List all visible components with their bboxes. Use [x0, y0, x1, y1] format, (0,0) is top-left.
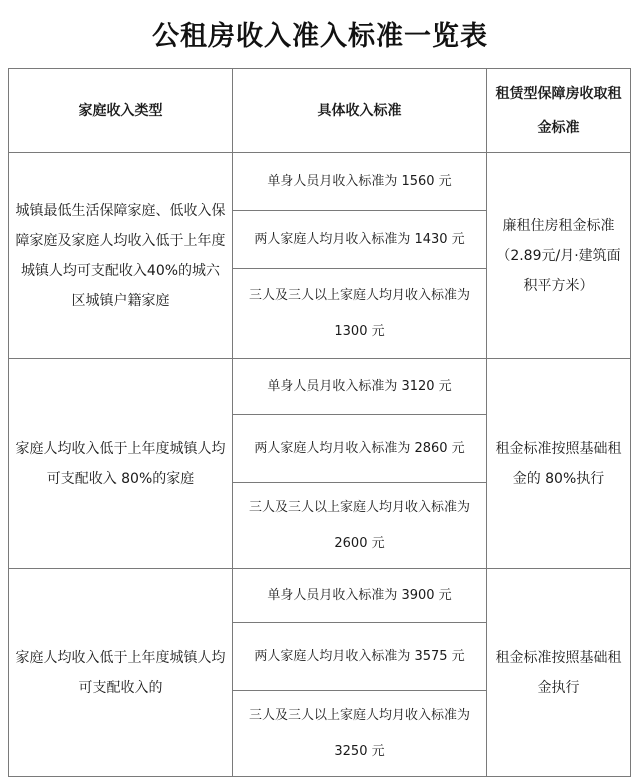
income-type-cell: 家庭人均收入低于上年度城镇人均可支配收入 80%的家庭	[9, 359, 233, 569]
income-standards-table	[8, 68, 631, 777]
standard-cell: 单身人员月收入标准为 3900 元	[233, 569, 487, 623]
standard-cell: 三人及三人以上家庭人均月收入标准为 2600 元	[233, 483, 487, 569]
standard-cell: 两人家庭人均月收入标准为 2860 元	[233, 415, 487, 483]
page-title: 公租房收入准入标准一览表	[152, 21, 488, 52]
table-row	[9, 359, 631, 415]
rent-cell: 租金标准按照基础租金的 80%执行	[487, 359, 631, 569]
header-income-standard: 具体收入标准	[233, 69, 487, 153]
rent-cell: 租金标准按照基础租金执行	[487, 569, 631, 777]
standard-cell: 单身人员月收入标准为 1560 元	[233, 153, 487, 211]
standard-cell: 单身人员月收入标准为 3120 元	[233, 359, 487, 415]
table-row	[9, 153, 631, 211]
standard-cell: 三人及三人以上家庭人均月收入标准为 3250 元	[233, 691, 487, 777]
header-rent-standard: 租赁型保障房收取租金标准	[487, 69, 631, 153]
income-type-cell: 城镇最低生活保障家庭、低收入保障家庭及家庭人均收入低于上年度城镇人均可支配收入40%的城六区城镇户籍家庭	[9, 153, 233, 359]
income-type-cell: 家庭人均收入低于上年度城镇人均可支配收入的	[9, 569, 233, 777]
rent-cell: 廉租住房租金标准（2.89元/月·建筑面积平方米）	[487, 153, 631, 359]
standard-cell: 三人及三人以上家庭人均月收入标准为 1300 元	[233, 269, 487, 359]
header-income-type: 家庭收入类型	[9, 69, 233, 153]
table-row	[9, 569, 631, 623]
header-row	[9, 69, 631, 153]
standard-cell: 两人家庭人均月收入标准为 1430 元	[233, 211, 487, 269]
standard-cell: 两人家庭人均月收入标准为 3575 元	[233, 623, 487, 691]
